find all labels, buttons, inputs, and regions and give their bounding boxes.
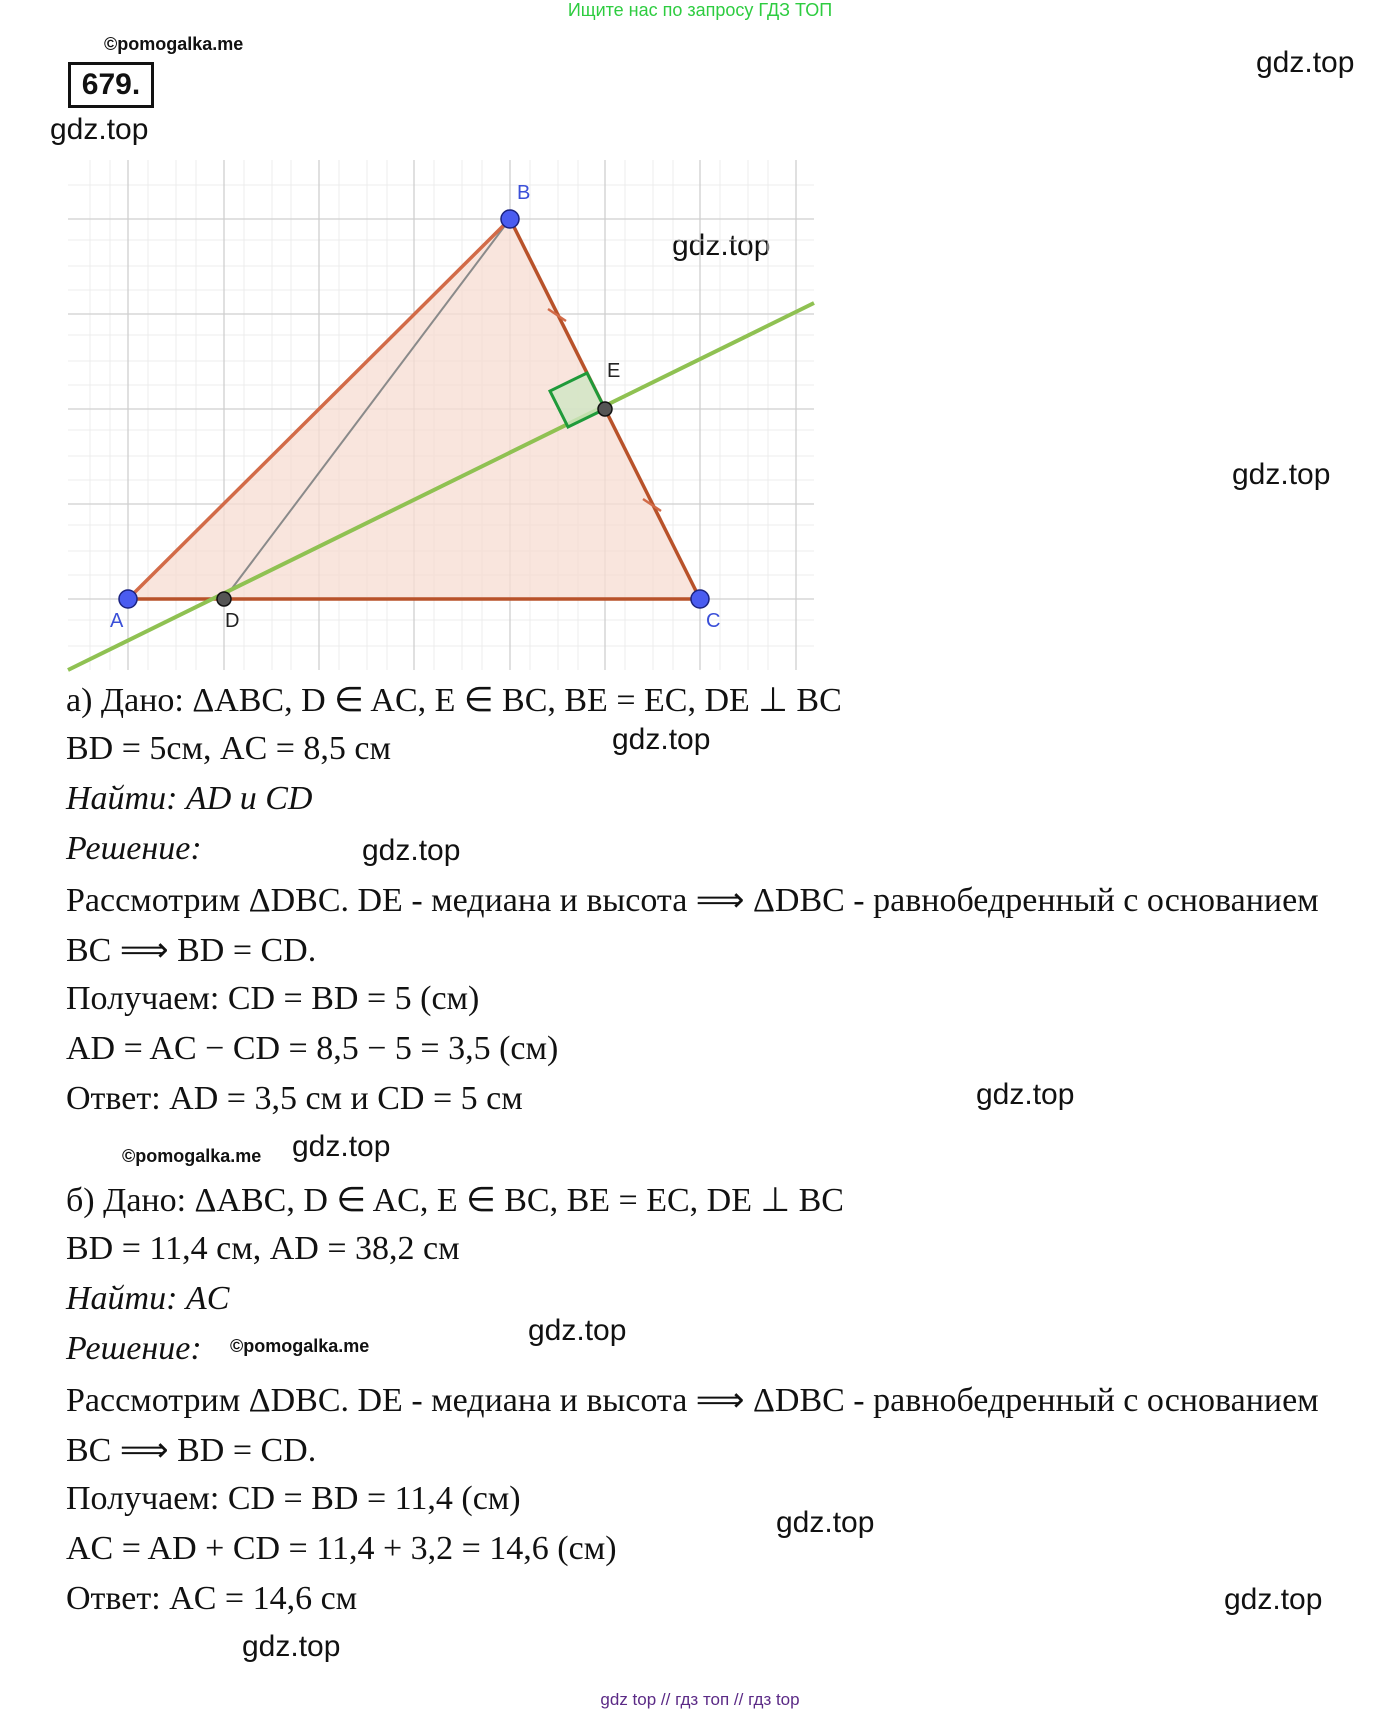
watermark: gdz.top bbox=[976, 1078, 1075, 1111]
point-a bbox=[119, 590, 137, 608]
watermark: gdz.top bbox=[50, 113, 149, 146]
footer-links[interactable]: gdz top // гдз топ // гдз top bbox=[600, 1690, 800, 1709]
part-a-find: Найти: AD и CD bbox=[66, 780, 313, 817]
part-b-find: Найти: AC bbox=[66, 1280, 230, 1317]
triangle-figure bbox=[0, 0, 1400, 680]
part-b-answer: Ответ: AC = 14,6 см bbox=[66, 1580, 358, 1617]
problem-number: 679. bbox=[68, 62, 154, 108]
watermark: gdz.top bbox=[362, 834, 461, 867]
part-b-step3: Получаем: CD = BD = 11,4 (см) bbox=[66, 1480, 521, 1517]
watermark: gdz.top bbox=[776, 1506, 875, 1539]
watermark: gdz.top bbox=[242, 1630, 341, 1663]
point-e bbox=[598, 402, 612, 416]
watermark: gdz.top bbox=[292, 1130, 391, 1163]
part-b-solution-label: Решение: bbox=[66, 1330, 202, 1367]
label-d: D bbox=[225, 610, 240, 632]
copyright-label: ©pomogalka.me bbox=[122, 1146, 262, 1166]
part-a-solution-label: Решение: bbox=[66, 830, 202, 867]
label-e: E bbox=[607, 360, 621, 382]
watermark: gdz.top bbox=[612, 723, 711, 756]
part-a-given: а) Дано: ΔABC, D ∈ AC, E ∈ BC, BE = EC, DE ⊥ BC bbox=[66, 682, 842, 719]
watermark: gdz.top bbox=[1224, 1583, 1323, 1616]
part-b-given: б) Дано: ΔABC, D ∈ AC, E ∈ BC, BE = EC, DE ⊥ BC bbox=[66, 1182, 844, 1219]
part-a-answer: Ответ: AD = 3,5 см и CD = 5 см bbox=[66, 1080, 523, 1117]
label-b: B bbox=[517, 182, 531, 204]
copyright-label: ©pomogalka.me bbox=[104, 34, 244, 54]
part-b-step2: BC ⟹ BD = CD. bbox=[66, 1432, 317, 1469]
watermark: gdz.top bbox=[672, 229, 771, 262]
part-a-step1: Рассмотрим ΔDBC. DE - медиана и высота ⟹ ΔDBC - равнобедренный с основанием bbox=[66, 882, 1319, 919]
watermark: gdz.top bbox=[1232, 458, 1331, 491]
label-a: A bbox=[110, 610, 124, 632]
copyright-label: ©pomogalka.me bbox=[230, 1336, 370, 1356]
part-b-data: BD = 11,4 см, AD = 38,2 см bbox=[66, 1230, 460, 1267]
part-a-step3: Получаем: CD = BD = 5 (см) bbox=[66, 980, 480, 1017]
point-b bbox=[501, 210, 519, 228]
part-a-step4: AD = AC − CD = 8,5 − 5 = 3,5 (см) bbox=[66, 1030, 559, 1067]
point-d bbox=[217, 592, 231, 606]
watermark: gdz.top bbox=[528, 1314, 627, 1347]
top-banner[interactable]: Ищите нас по запросу ГДЗ ТОП bbox=[567, 0, 833, 20]
part-a-data: BD = 5см, AC = 8,5 см bbox=[66, 730, 392, 767]
watermark: gdz.top bbox=[1256, 46, 1355, 79]
point-c bbox=[691, 590, 709, 608]
part-a-step2: BC ⟹ BD = CD. bbox=[66, 932, 317, 969]
part-b-step4: AC = AD + CD = 11,4 + 3,2 = 14,6 (см) bbox=[66, 1530, 617, 1567]
part-b-step1: Рассмотрим ΔDBC. DE - медиана и высота ⟹ ΔDBC - равнобедренный с основанием bbox=[66, 1382, 1319, 1419]
label-c: C bbox=[706, 610, 721, 632]
